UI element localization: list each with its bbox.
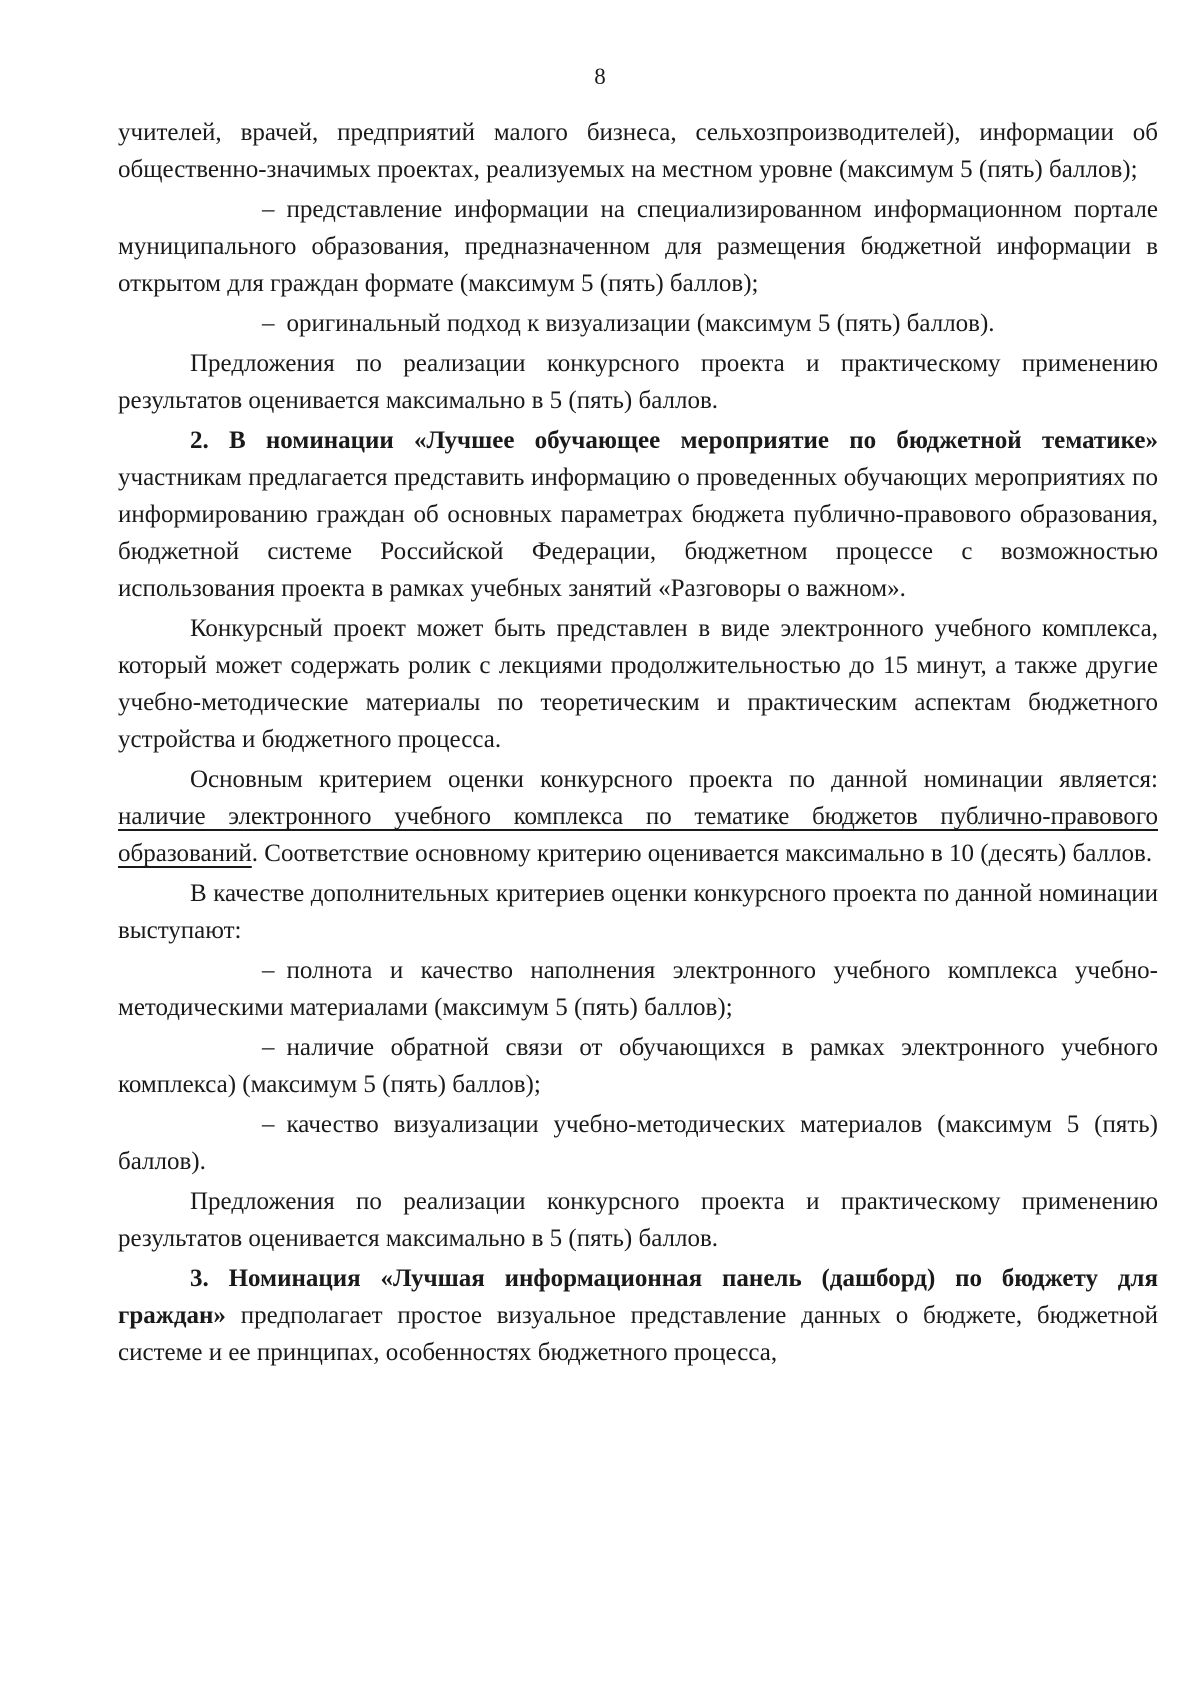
paragraph-proposals-2: Предложения по реализации конкурсного проекта и практическому применению результатов оценивается максимально в 5 (пять) баллов. [118, 1188, 1158, 1252]
list-item-text: наличие обратной связи от обучающихся в рамках электронного учебного комплекса) (максимум 5 (пять) баллов); [118, 1034, 1158, 1098]
paragraph-additional-criteria: В качестве дополнительных критериев оценки конкурсного проекта по данной номинации выступают: [118, 880, 1158, 944]
nomination-3-text: предполагает простое визуальное представление данных о бюджете, бюджетной системе и ее принципах, особенностях бюджетного процесса, [118, 1302, 1158, 1366]
paragraph-proposals: Предложения по реализации конкурсного проекта и практическому применению результатов оценивается максимально в 5 (пять) баллов. [118, 350, 1158, 414]
paragraph-nomination-2 [118, 422, 1158, 607]
list-item-feedback [118, 1029, 1158, 1103]
list-item-portal [118, 191, 1158, 302]
list-item-visual-quality [118, 1106, 1158, 1180]
dash-bullet: – [262, 1111, 275, 1138]
paragraph-project-format: Конкурсный проект может быть представлен в виде электронного учебного комплекса, который может содержать ролик с лекциями продолжительностью до 15 минут, а также другие учебно-методические материалы по теоретическим и практическим аспектам бюджетного устройства и бюджетного процесса. [118, 615, 1158, 753]
nomination-2-text: участникам предлагается представить информацию о проведенных обучающих мероприятиях по информированию граждан об основных параметрах бюджета публично-правового образования, бюджетной системе Российской Федерации, бюджетном процессе с возможностью использования проекта в рамках учебных занятий «Разговоры о важном». [118, 464, 1158, 602]
main-criterion-underlined: наличие электронного учебного комплекса по тематике бюджетов публично-правового образований [118, 803, 1158, 867]
list-item-text: полнота и качество наполнения электронного учебного комплекса учебно-методическими материалами (максимум 5 (пять) баллов); [118, 957, 1158, 1021]
main-criterion-end: . Соответствие основному критерию оценивается максимально в 10 (десять) баллов. [251, 840, 1153, 867]
nomination-3-heading: 3. Номинация «Лучшая информационная панель (дашборд) по бюджету для граждан» [118, 1265, 1158, 1329]
list-item-completeness [118, 952, 1158, 1026]
dash-bullet: – [262, 310, 275, 337]
paragraph-continuation: учителей, врачей, предприятий малого бизнеса, сельхозпроизводителей), информации об общественно-значимых проектах, реализуемых на местном уровне (максимум 5 (пять) баллов); [118, 119, 1158, 183]
document-body [118, 114, 1158, 1374]
dash-bullet: – [262, 1034, 275, 1061]
list-item-text: представление информации на специализированном информационном портале муниципального образования, предназначенном для размещения бюджетной информации в открытом для граждан формате (максимум 5 (пять) баллов); [118, 196, 1158, 297]
paragraph-main-criterion [118, 761, 1158, 872]
dash-bullet: – [262, 957, 275, 984]
dash-bullet: – [262, 196, 275, 223]
page-number: 8 [594, 64, 606, 89]
list-item-text: качество визуализации учебно-методических материалов (максимум 5 (пять) баллов). [118, 1111, 1158, 1175]
nomination-2-heading: 2. В номинации «Лучшее обучающее мероприятие по бюджетной тематике» [190, 427, 1158, 454]
paragraph-nomination-3 [118, 1260, 1158, 1371]
main-criterion-intro: Основным критерием оценки конкурсного проекта по данной номинации является: [190, 766, 1158, 793]
list-item-text: оригинальный подход к визуализации (максимум 5 (пять) баллов). [286, 310, 995, 337]
list-item-visualization [118, 305, 1158, 342]
